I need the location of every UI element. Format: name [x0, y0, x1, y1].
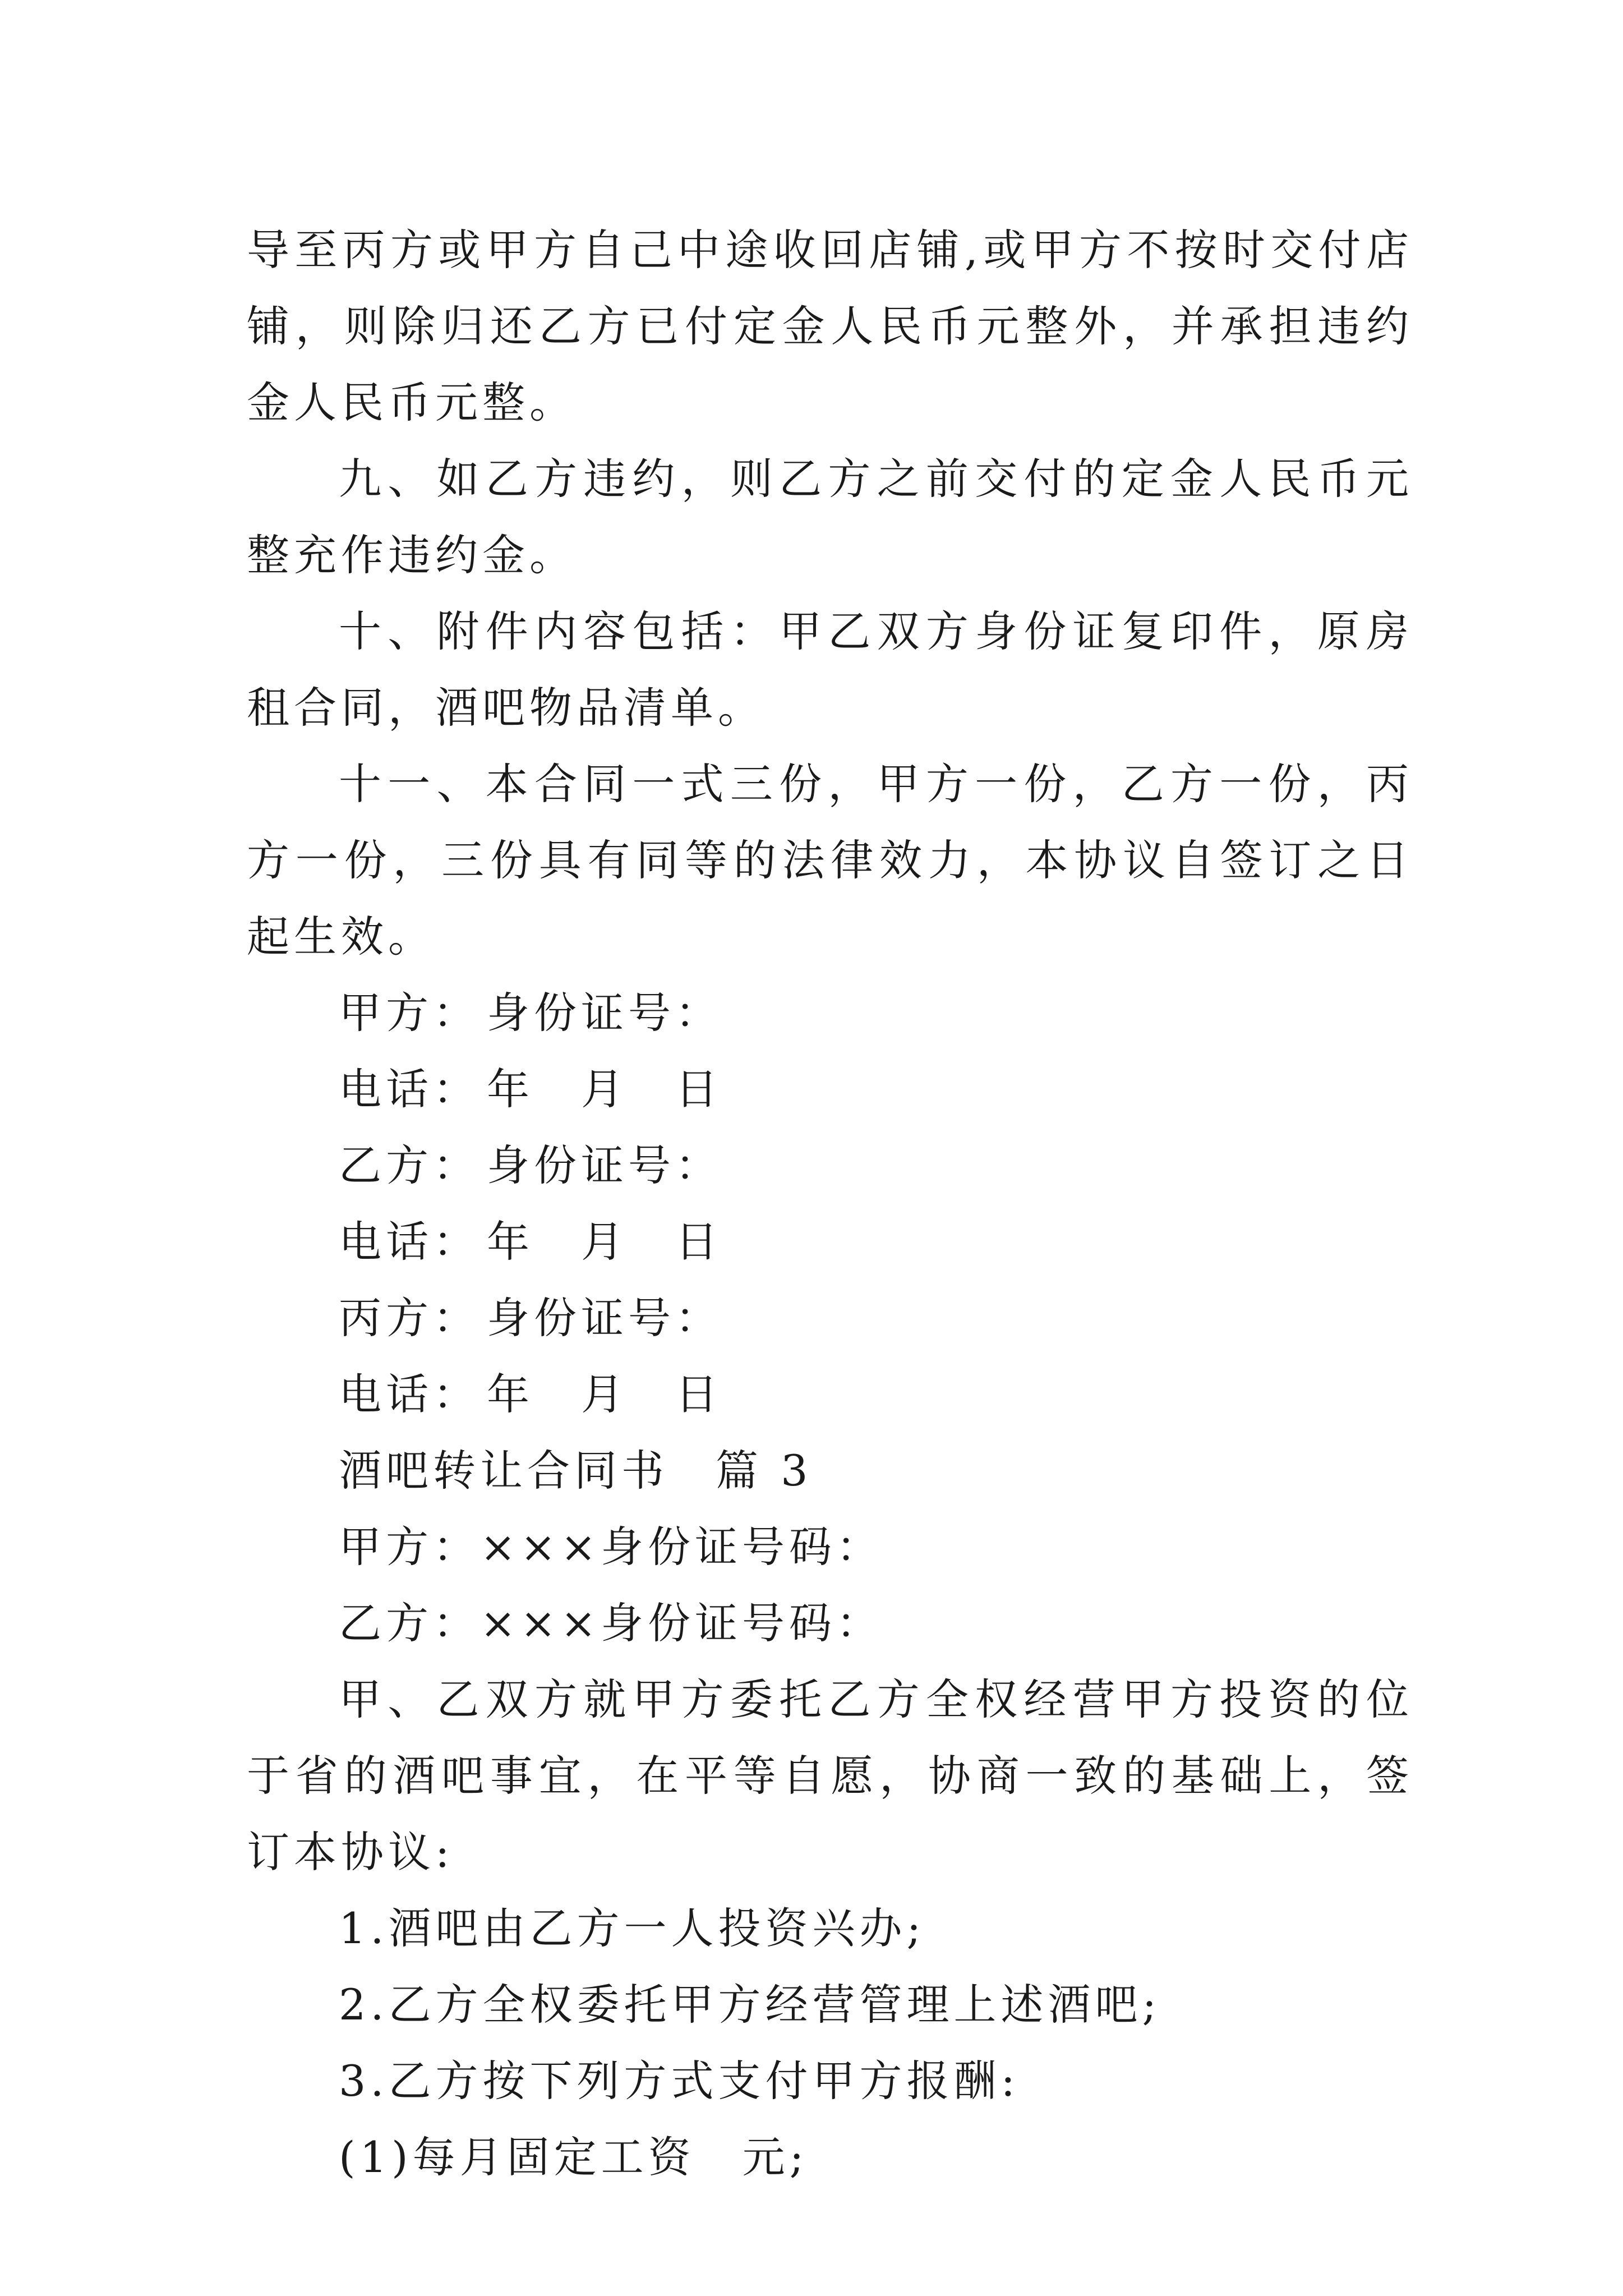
clause-11: 十一、本合同一式三份，甲方一份，乙方一份，丙方一份，三份具有同等的法律效力，本协议自签订之日起生效。: [247, 759, 1413, 961]
signature-line-phone-c: [247, 1356, 1413, 1433]
signature-value: 身份证号：: [487, 1140, 722, 1190]
section-title: 酒吧转让合同书 篇 3: [339, 1446, 813, 1496]
signature-block: [247, 975, 1413, 1433]
signature-line-phone-a: [247, 1051, 1413, 1128]
signature-label: 乙方：: [339, 1140, 480, 1190]
signature-label: 甲方：: [339, 988, 480, 1038]
signature-label: 电话：: [339, 1064, 480, 1114]
party-a-line: 甲方：×××身份证号码：: [339, 1522, 884, 1572]
document-body: [247, 212, 1413, 2196]
signature-line-party-c: [247, 1280, 1413, 1356]
list-item: 2.乙方全权委托甲方经营管理上述酒吧;: [339, 1980, 1161, 2030]
clause-9: 九、如乙方违约，则乙方之前交付的定金人民币元整充作违约金。: [247, 454, 1413, 580]
list-item: 3.乙方按下列方式支付甲方报酬:: [339, 2056, 1020, 2106]
paragraph-continuation: 导至丙方或甲方自己中途收回店铺,或甲方不按时交付店铺，则除归还乙方已付定金人民币元整外，并承担违约金人民币元整。: [247, 225, 1413, 427]
signature-value: 年 月 日: [487, 1217, 722, 1267]
signature-label: 电话：: [339, 1369, 480, 1419]
signature-line-party-b: [247, 1128, 1413, 1204]
signature-value: 年 月 日: [487, 1369, 722, 1419]
clause-10: 十、附件内容包括：甲乙双方身份证复印件，原房租合同，酒吧物品清单。: [247, 606, 1413, 733]
list-item: 1.酒吧由乙方一人投资兴办;: [339, 1903, 926, 1953]
party-b-line: 乙方：×××身份证号码：: [339, 1598, 884, 1648]
signature-label: 电话：: [339, 1217, 480, 1267]
agreement-intro: 甲、乙双方就甲方委托乙方全权经营甲方投资的位于省的酒吧事宜，在平等自愿，协商一致的基础上，签订本协议:: [247, 1674, 1413, 1877]
list-item: (1)每月固定工资 元;: [339, 2132, 809, 2182]
signature-label: 丙方：: [339, 1293, 480, 1343]
signature-line-phone-b: [247, 1204, 1413, 1280]
signature-value: 身份证号：: [487, 1293, 722, 1343]
signature-line-party-a: [247, 975, 1413, 1051]
signature-value: 身份证号：: [487, 988, 722, 1038]
signature-value: 年 月 日: [487, 1064, 722, 1114]
